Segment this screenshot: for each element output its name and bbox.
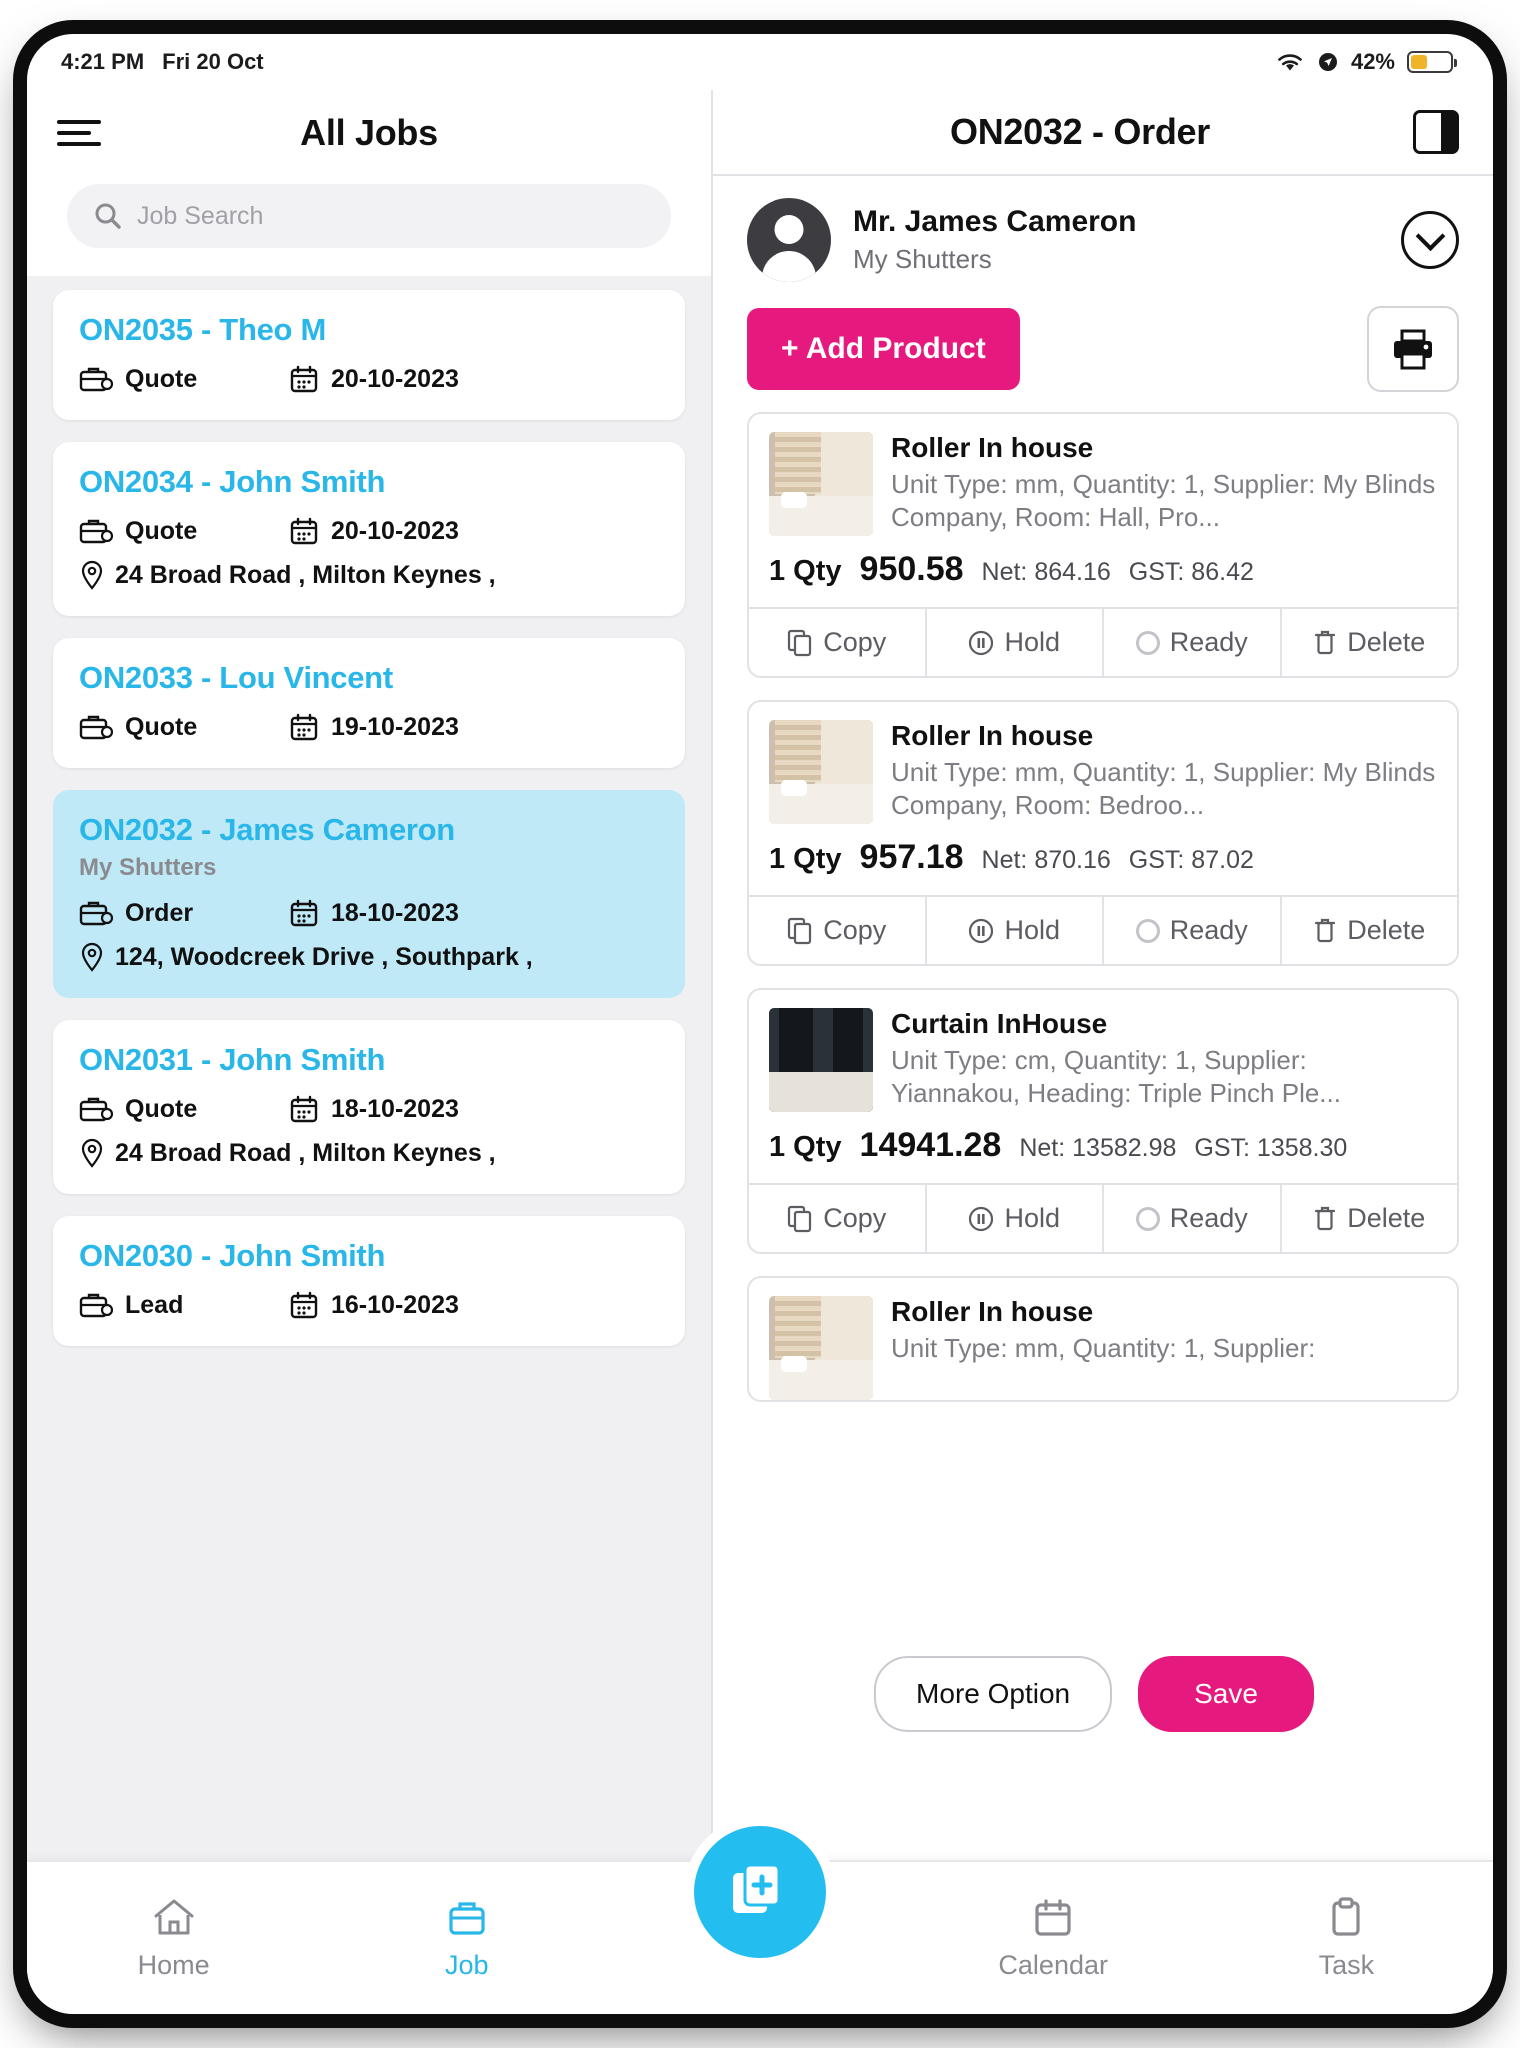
- search-icon: [93, 201, 123, 231]
- hold-label: Hold: [1004, 915, 1061, 945]
- delete-button[interactable]: [1282, 897, 1458, 964]
- wifi-icon: [1275, 51, 1305, 73]
- calendar-icon: [289, 712, 319, 742]
- sidebar-panel-icon[interactable]: [1413, 110, 1459, 154]
- ready-button[interactable]: [1104, 1185, 1282, 1252]
- product-card[interactable]: [747, 412, 1459, 678]
- status-time: 4:21 PM: [61, 49, 145, 74]
- circle-icon: [1136, 631, 1160, 655]
- product-gst: GST: 86.42: [1128, 558, 1254, 586]
- job-type-label: Quote: [125, 516, 198, 545]
- product-thumbnail: [769, 432, 873, 536]
- status-date: Fri 20 Oct: [162, 49, 264, 74]
- product-net: Net: 864.16: [981, 558, 1111, 586]
- job-meta: [79, 516, 659, 546]
- trash-icon: [1313, 1205, 1337, 1233]
- customer-company: My Shutters: [853, 244, 992, 274]
- product-net: Net: 13582.98: [1019, 1134, 1177, 1162]
- job-address-label: 24 Broad Road , Milton Keynes ,: [115, 1138, 496, 1167]
- product-price: 14941.28: [859, 1126, 1002, 1164]
- copy-label: Copy: [823, 627, 887, 657]
- tab-home[interactable]: [27, 1896, 320, 1981]
- list-item-selected[interactable]: [53, 790, 685, 998]
- delete-button[interactable]: [1282, 609, 1458, 676]
- job-date-label: 19-10-2023: [331, 712, 459, 741]
- trash-icon: [1313, 917, 1337, 945]
- customer-summary[interactable]: [713, 176, 1493, 300]
- product-action-bar: [749, 607, 1457, 676]
- location-arrow-icon: [1317, 51, 1339, 73]
- tab-task[interactable]: [1200, 1896, 1493, 1981]
- order-actions: [713, 300, 1493, 412]
- job-address: [79, 942, 659, 972]
- product-description: Unit Type: mm, Quantity: 1, Supplier: My Blinds Company, Room: Bedroo...: [891, 757, 1436, 821]
- job-company: My Shutters: [79, 854, 217, 881]
- product-price: 950.58: [859, 550, 964, 588]
- product-description: Unit Type: mm, Quantity: 1, Supplier:: [891, 1333, 1316, 1363]
- add-document-button[interactable]: [684, 1816, 836, 1968]
- job-title: ON2031 - John Smith: [79, 1042, 386, 1077]
- page-title: All Jobs: [300, 112, 438, 153]
- location-pin-icon: [79, 942, 105, 972]
- ready-button[interactable]: [1104, 609, 1282, 676]
- product-name: Curtain InHouse: [891, 1008, 1108, 1039]
- job-type: [79, 712, 289, 742]
- list-item[interactable]: [53, 442, 685, 616]
- job-date: [289, 1290, 459, 1320]
- customer-name: Mr. James Cameron: [853, 205, 1137, 238]
- product-gst: GST: 1358.30: [1194, 1134, 1348, 1162]
- hamburger-menu-icon[interactable]: [57, 120, 103, 146]
- product-info: [891, 720, 1437, 824]
- job-date: [289, 898, 459, 928]
- tab-job[interactable]: [320, 1896, 613, 1981]
- copy-button[interactable]: [749, 609, 927, 676]
- product-qty: 1 Qty: [769, 555, 842, 587]
- job-meta: [79, 712, 659, 742]
- split-view: [27, 90, 1493, 1860]
- product-action-bar: [749, 895, 1457, 964]
- copy-icon: [787, 1205, 813, 1233]
- product-info: [891, 432, 1437, 536]
- jobs-header: [27, 90, 711, 176]
- calendar-icon: [289, 1094, 319, 1124]
- order-pane: [713, 90, 1493, 1860]
- order-title: ON2032 - Order: [950, 111, 1210, 152]
- product-pricing: [749, 824, 1457, 895]
- product-pricing: [749, 536, 1457, 607]
- trash-icon: [1313, 629, 1337, 657]
- hold-label: Hold: [1004, 1203, 1061, 1233]
- job-type: [79, 898, 289, 928]
- product-top: [749, 702, 1457, 824]
- circle-icon: [1136, 1207, 1160, 1231]
- briefcase-icon: [79, 364, 113, 394]
- search-input[interactable]: [67, 184, 671, 248]
- list-item[interactable]: [53, 1020, 685, 1194]
- tab-job-label: Job: [445, 1949, 489, 1980]
- circle-icon: [1136, 919, 1160, 943]
- product-qty: 1 Qty: [769, 1131, 842, 1163]
- product-price: 957.18: [859, 838, 964, 876]
- product-info: [891, 1008, 1437, 1112]
- job-type-label: Quote: [125, 1094, 198, 1123]
- product-action-bar: [749, 1183, 1457, 1252]
- job-title: ON2030 - John Smith: [79, 1238, 386, 1273]
- tab-calendar[interactable]: [907, 1896, 1200, 1981]
- add-document-icon: [725, 1857, 795, 1927]
- job-type: [79, 1290, 289, 1320]
- product-thumbnail: [769, 720, 873, 824]
- battery-icon: [1407, 51, 1453, 73]
- job-title: ON2032 - James Cameron: [79, 812, 455, 847]
- job-date-label: 18-10-2023: [331, 1094, 459, 1123]
- product-gst: GST: 87.02: [1128, 846, 1254, 874]
- order-header: [713, 90, 1493, 176]
- bottom-tab-bar: [27, 1860, 1493, 2014]
- product-thumbnail: [769, 1008, 873, 1112]
- battery-percent: 42%: [1350, 49, 1395, 74]
- clipboard-icon: [1323, 1896, 1369, 1940]
- job-date-label: 20-10-2023: [331, 364, 459, 393]
- product-name: Roller In house: [891, 1296, 1094, 1327]
- status-bar-right: [1275, 49, 1453, 75]
- job-meta: [79, 1290, 659, 1320]
- product-description: Unit Type: cm, Quantity: 1, Supplier: Yiannakou, Heading: Triple Pinch Ple...: [891, 1045, 1341, 1109]
- briefcase-icon: [79, 712, 113, 742]
- job-type-label: Order: [125, 898, 194, 927]
- job-date: [289, 364, 459, 394]
- job-type-label: Lead: [125, 1290, 184, 1319]
- list-item[interactable]: [53, 1216, 685, 1346]
- briefcase-icon: [79, 898, 113, 928]
- ready-label: Ready: [1169, 915, 1248, 945]
- job-meta: [79, 364, 659, 394]
- job-address: [79, 560, 659, 590]
- status-bar-left: [61, 49, 264, 75]
- ready-button[interactable]: [1104, 897, 1282, 964]
- more-option-button[interactable]: More Option: [874, 1656, 1112, 1732]
- job-date-label: 18-10-2023: [331, 898, 459, 927]
- job-list[interactable]: [27, 276, 711, 1860]
- job-type-label: Quote: [125, 364, 198, 393]
- product-card[interactable]: [747, 700, 1459, 966]
- product-name: Roller In house: [891, 720, 1094, 751]
- home-icon: [151, 1896, 197, 1940]
- calendar-icon: [289, 364, 319, 394]
- copy-label: Copy: [823, 1203, 887, 1233]
- list-item[interactable]: [53, 638, 685, 768]
- print-button[interactable]: [1367, 306, 1459, 392]
- product-top: [749, 1278, 1457, 1400]
- briefcase-icon: [79, 1290, 113, 1320]
- product-info: [891, 1296, 1315, 1400]
- calendar-icon: [289, 516, 319, 546]
- product-card[interactable]: [747, 1276, 1459, 1402]
- job-address-label: 124, Woodcreek Drive , Southpark ,: [115, 942, 533, 971]
- ready-label: Ready: [1169, 627, 1248, 657]
- product-card[interactable]: [747, 988, 1459, 1254]
- search-wrapper: [27, 176, 711, 276]
- job-type: [79, 516, 289, 546]
- calendar-icon: [289, 1290, 319, 1320]
- product-description: Unit Type: mm, Quantity: 1, Supplier: My Blinds Company, Room: Hall, Pro...: [891, 469, 1436, 533]
- hold-label: Hold: [1004, 627, 1061, 657]
- briefcase-icon: [79, 516, 113, 546]
- tablet-screen: [27, 34, 1493, 2014]
- job-date: [289, 516, 459, 546]
- copy-button[interactable]: [749, 897, 927, 964]
- job-date-label: 20-10-2023: [331, 516, 459, 545]
- product-qty: 1 Qty: [769, 843, 842, 875]
- product-top: [749, 990, 1457, 1112]
- job-type-label: Quote: [125, 712, 198, 741]
- job-title: ON2035 - Theo M: [79, 312, 326, 347]
- briefcase-icon: [79, 1094, 113, 1124]
- tab-task-label: Task: [1318, 1949, 1375, 1980]
- copy-label: Copy: [823, 915, 887, 945]
- pause-circle-icon: [968, 1206, 994, 1232]
- add-product-button[interactable]: + Add Product: [747, 308, 1020, 390]
- product-name: Roller In house: [891, 432, 1094, 463]
- job-meta: [79, 1094, 659, 1124]
- job-type: [79, 364, 289, 394]
- job-date: [289, 1094, 459, 1124]
- hold-button[interactable]: [927, 609, 1105, 676]
- tab-home-label: Home: [137, 1949, 210, 1980]
- job-date-label: 16-10-2023: [331, 1290, 459, 1319]
- delete-label: Delete: [1347, 915, 1426, 945]
- pause-circle-icon: [968, 630, 994, 656]
- job-title: ON2034 - John Smith: [79, 464, 386, 499]
- product-top: [749, 414, 1457, 536]
- delete-label: Delete: [1347, 627, 1426, 657]
- job-title: ON2033 - Lou Vincent: [79, 660, 393, 695]
- customer-text: [853, 205, 1136, 275]
- copy-button[interactable]: [749, 1185, 927, 1252]
- hold-button[interactable]: [927, 1185, 1105, 1252]
- calendar-icon: [289, 898, 319, 928]
- delete-label: Delete: [1347, 1203, 1426, 1233]
- job-type: [79, 1094, 289, 1124]
- job-meta: [79, 898, 659, 928]
- product-net: Net: 870.16: [981, 846, 1111, 874]
- location-pin-icon: [79, 560, 105, 590]
- product-pricing: [749, 1112, 1457, 1183]
- job-address-label: 24 Broad Road , Milton Keynes ,: [115, 560, 496, 589]
- ready-label: Ready: [1169, 1203, 1248, 1233]
- save-button[interactable]: Save: [1138, 1656, 1314, 1732]
- search-placeholder: Job Search: [137, 201, 264, 230]
- briefcase-icon: [444, 1896, 490, 1940]
- job-date: [289, 712, 459, 742]
- product-thumbnail: [769, 1296, 873, 1400]
- location-pin-icon: [79, 1138, 105, 1168]
- copy-icon: [787, 629, 813, 657]
- pause-circle-icon: [968, 918, 994, 944]
- avatar: [747, 198, 831, 282]
- order-footer-actions: [717, 1636, 1471, 1742]
- hold-button[interactable]: [927, 897, 1105, 964]
- copy-icon: [787, 917, 813, 945]
- job-address: [79, 1138, 659, 1168]
- calendar-icon: [1030, 1896, 1076, 1940]
- tab-calendar-label: Calendar: [998, 1949, 1108, 1980]
- jobs-pane: [27, 90, 713, 1860]
- list-item[interactable]: [53, 290, 685, 420]
- chevron-down-circle-icon[interactable]: [1401, 211, 1459, 269]
- delete-button[interactable]: [1282, 1185, 1458, 1252]
- status-bar: [27, 34, 1493, 90]
- printer-icon: [1390, 327, 1436, 371]
